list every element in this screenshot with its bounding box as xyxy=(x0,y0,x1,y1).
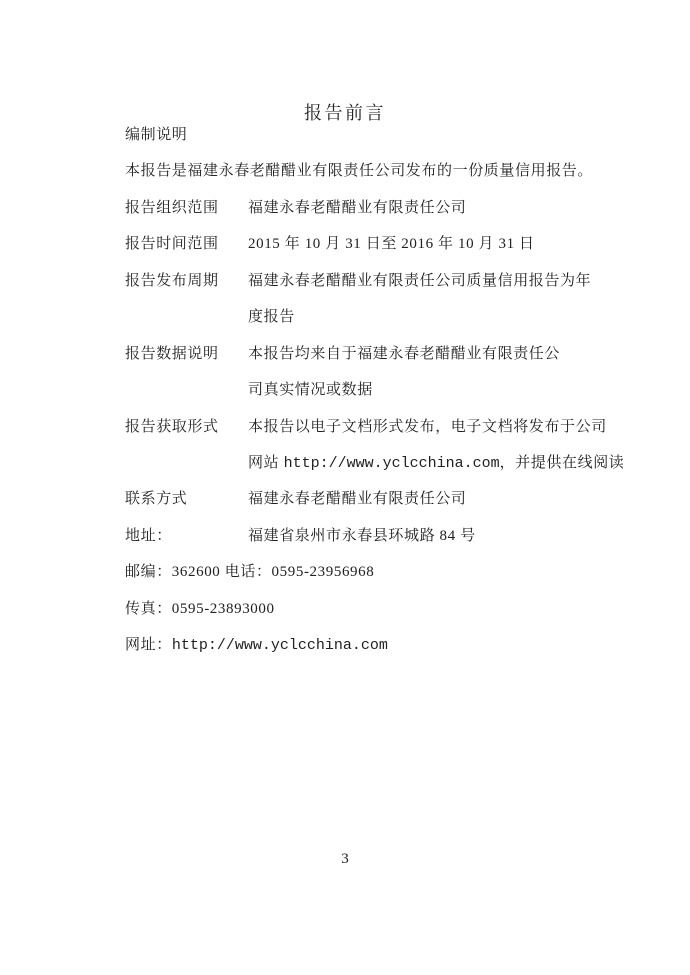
contact-line-row xyxy=(125,591,645,627)
field-row xyxy=(125,481,645,517)
field-value-line: 福建省泉州市永春县环城路 84 号 xyxy=(248,527,476,544)
field-row xyxy=(125,372,645,408)
field-value-line: 本报告以电子文档形式发布，电子文档将发布于公司 xyxy=(248,418,607,435)
field-label: 报告获取形式 xyxy=(125,418,219,435)
field-value-line: 福建永春老醋醋业有限责任公司 xyxy=(248,491,467,508)
contact-line: 网址：http://www.yclcchina.com xyxy=(125,637,388,655)
contact-line-row xyxy=(125,554,645,590)
field-row xyxy=(125,336,645,372)
page-title: 报告前言 xyxy=(304,103,386,124)
field-label: 报告组织范围 xyxy=(125,199,219,216)
intro-heading-line xyxy=(125,117,645,153)
field-label: 地址： xyxy=(125,527,172,544)
intro-heading: 编制说明 xyxy=(125,127,188,143)
contact-line: 传真：0595-23893000 xyxy=(125,600,275,617)
page-number: 3 xyxy=(341,851,349,867)
field-label: 联系方式 xyxy=(125,491,188,508)
field-value-line: 司真实情况或数据 xyxy=(248,382,373,399)
field-row xyxy=(125,226,645,262)
contact-line: 邮编：362600 电话：0595-23956968 xyxy=(125,564,375,581)
contact-line-row xyxy=(125,627,645,663)
field-value-line: 本报告均来自于福建永春老醋醋业有限责任公 xyxy=(248,345,561,362)
field-row xyxy=(125,299,645,335)
field-label: 报告数据说明 xyxy=(125,345,219,362)
field-value-line: 网站 http://www.yclcchina.com，并提供在线阅读 xyxy=(248,454,625,472)
intro-lead-line xyxy=(125,153,645,189)
field-row xyxy=(125,445,645,481)
field-value-line: 福建永春老醋醋业有限责任公司质量信用报告为年 xyxy=(248,272,592,289)
field-value-line: 福建永春老醋醋业有限责任公司 xyxy=(248,199,467,216)
url-text: http://www.yclcchina.com xyxy=(283,454,500,472)
content xyxy=(125,117,645,664)
url-text: http://www.yclcchina.com xyxy=(171,637,388,655)
field-row xyxy=(125,518,645,554)
field-value-line: 2015 年 10 月 31 日至 2016 年 10 月 31 日 xyxy=(248,236,535,253)
field-value-line: 度报告 xyxy=(248,309,295,326)
intro-lead: 本报告是福建永春老醋醋业有限责任公司发布的一份质量信用报告。 xyxy=(125,163,594,180)
field-row xyxy=(125,409,645,445)
field-row xyxy=(125,190,645,226)
field-label: 报告发布周期 xyxy=(125,272,219,289)
field-label: 报告时间范围 xyxy=(125,236,219,253)
field-row xyxy=(125,263,645,299)
